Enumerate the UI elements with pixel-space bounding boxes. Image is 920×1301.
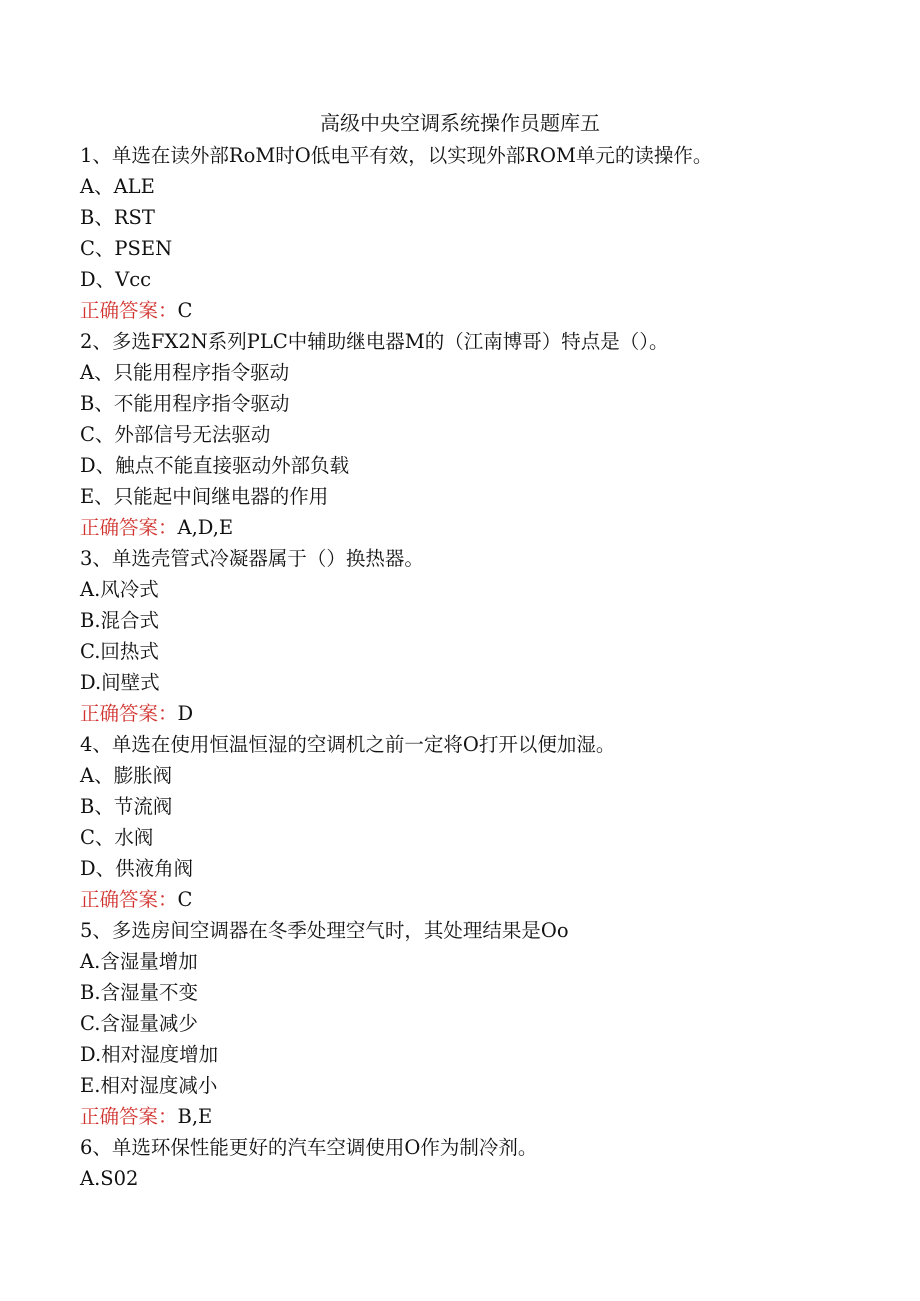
question-stem: 5、多选房间空调器在冬季处理空气时，其处理结果是Oo <box>80 919 569 942</box>
option-c: C.回热式 <box>80 640 159 663</box>
option-d: D.间壁式 <box>80 671 160 694</box>
answer-line <box>80 698 860 729</box>
answer-line <box>80 1101 860 1132</box>
question-stem: 1、单选在读外部RoM时O低电平有效，以实现外部ROM单元的读操作。 <box>80 144 713 167</box>
option-b: B.含湿量不变 <box>80 981 199 1004</box>
answer-line <box>80 884 860 915</box>
answer-line <box>80 295 860 326</box>
option-c: C、水阀 <box>80 826 154 849</box>
question-block <box>80 915 860 1132</box>
option-a: A、只能用程序指令驱动 <box>80 361 290 384</box>
answer-value: D <box>177 702 194 725</box>
option-d: D、Vcc <box>80 268 152 291</box>
option-a: A、ALE <box>80 175 155 198</box>
document-title: 高级中央空调系统操作员题库五 <box>320 111 600 135</box>
question-list <box>80 140 860 1194</box>
option-a: A.S02 <box>80 1167 139 1190</box>
answer-label: 正确答案： <box>80 516 178 539</box>
question-stem: 6、单选环保性能更好的汽车空调使用O作为制冷剂。 <box>80 1136 538 1159</box>
option-c: C、PSEN <box>80 237 173 260</box>
option-d: D、触点不能直接驱动外部负载 <box>80 454 350 477</box>
answer-label: 正确答案： <box>80 299 178 322</box>
option-b: B、节流阀 <box>80 795 173 818</box>
answer-value: A,D,E <box>177 516 234 539</box>
option-c: C.含湿量减少 <box>80 1012 198 1035</box>
answer-value: B,E <box>177 1105 213 1128</box>
option-b: B、不能用程序指令驱动 <box>80 392 290 415</box>
option-e: E、只能起中间继电器的作用 <box>80 485 329 508</box>
question-stem: 3、单选壳管式冷凝器属于（）换热器。 <box>80 547 424 570</box>
answer-value: C <box>177 888 193 911</box>
option-b: B、RST <box>80 206 155 229</box>
option-a: A.含湿量增加 <box>80 950 198 973</box>
question-block <box>80 729 860 915</box>
question-block <box>80 543 860 729</box>
answer-label: 正确答案： <box>80 888 178 911</box>
answer-label: 正确答案： <box>80 702 178 725</box>
question-block <box>80 140 860 326</box>
answer-line <box>80 512 860 543</box>
question-block <box>80 326 860 543</box>
question-stem: 4、单选在使用恒温恒湿的空调机之前一定将O打开以便加湿。 <box>80 733 616 756</box>
option-c: C、外部信号无法驱动 <box>80 423 271 446</box>
option-d: D.相对湿度增加 <box>80 1043 219 1066</box>
answer-label: 正确答案： <box>80 1105 178 1128</box>
question-block <box>80 1132 860 1194</box>
option-a: A、膨胀阀 <box>80 764 173 787</box>
option-e: E.相对湿度减小 <box>80 1074 218 1097</box>
question-stem: 2、多选FX2N系列PLC中辅助继电器M的（江南博哥）特点是（）。 <box>80 330 669 353</box>
option-d: D、供液角阀 <box>80 857 194 880</box>
answer-value: C <box>177 299 193 322</box>
option-b: B.混合式 <box>80 609 160 632</box>
option-a: A.风冷式 <box>80 578 159 601</box>
